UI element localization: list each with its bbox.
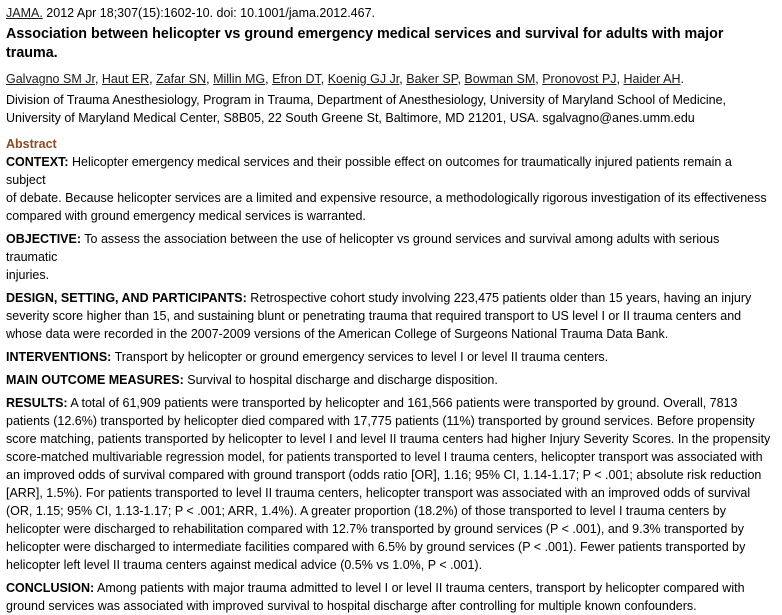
section-text-line: helicopter were discharged to intermediate facilities compared with 6.5% by ground services (P < .001). Fewer patients transported by	[6, 540, 746, 554]
abstract-section	[6, 348, 772, 366]
citation-details: 2012 Apr 18;307(15):1602-10. doi: 10.1001/jama.2012.467.	[42, 6, 376, 20]
author-link[interactable]: Baker SP	[406, 72, 458, 86]
section-text-line: To assess the association between the use of helicopter vs ground services and survival among adults with serious traumatic	[6, 232, 720, 264]
section-text-line: [ARR], 1.5%). For patients transported to level II trauma centers, helicopter transport was associated with an improved odds of survival	[6, 486, 751, 500]
abstract-heading: Abstract	[6, 137, 57, 151]
affiliation-line: Division of Trauma Anesthesiology, Program in Trauma, Department of Anesthesiology, University of Maryland School of Medicine,	[6, 93, 727, 107]
author-link[interactable]: Haider AH	[623, 72, 681, 86]
section-text-line: helicopter were discharged to rehabilitation compared with 12.7% transported by ground services (P < .001), and 9.3% transported by	[6, 522, 745, 536]
article-title: Association between helicopter vs ground emergency medical services and survival for adults with major trauma.	[6, 26, 724, 61]
section-text-line: compared with ground emergency medical services is warranted.	[6, 209, 366, 223]
journal-link[interactable]: JAMA.	[6, 6, 43, 20]
section-text-line: A total of 61,909 patients were transported by helicopter and 161,566 patients were transported by ground. Overall, 7813	[70, 396, 738, 410]
citation	[6, 4, 772, 22]
abstract-section	[6, 289, 772, 343]
author-separator: ,	[149, 72, 157, 86]
section-text-line: Transport by helicopter or ground emergency services to level I or level II trauma centers.	[114, 350, 609, 364]
section-text-line: helicopter left level II trauma centers against medical advice (0.5% vs 1.0%, P < .001).	[6, 558, 483, 572]
section-label: INTERVENTIONS:	[6, 350, 112, 364]
abstract-section	[6, 230, 772, 284]
author-link[interactable]: Galvagno SM Jr	[6, 72, 95, 86]
section-text-line: patients (12.6%) transported by helicopter died compared with 17,775 patients (11%) transported by ground services. Before propensity	[6, 414, 755, 428]
section-text-line: whose data were recorded in the 2007-2009 versions of the American College of Surgeons National Trauma Data Bank.	[6, 327, 669, 341]
section-text-line: score matching, patients transported by helicopter to level I and level II trauma centers had higher Injury Severity Scores. In the propensity	[6, 432, 771, 446]
author-separator: ,	[206, 72, 214, 86]
section-label: CONTEXT:	[6, 155, 69, 169]
abstract-section	[6, 579, 772, 615]
section-text-line: injuries.	[6, 268, 50, 282]
author-separator: ,	[399, 72, 407, 86]
author-link[interactable]: Koenig GJ Jr	[327, 72, 400, 86]
section-label: DESIGN, SETTING, AND PARTICIPANTS:	[6, 291, 247, 305]
abstract-section	[6, 371, 772, 389]
section-text-line: Retrospective cohort study involving 223,475 patients older than 15 years, having an injury	[250, 291, 752, 305]
author-link[interactable]: Haut ER	[101, 72, 150, 86]
section-text-line: (OR, 1.15; 95% CI, 1.13-1.17; P < .001; ARR, 1.4%). A greater proportion (18.2%) of those transported to level I trauma centers by	[6, 504, 726, 518]
section-text-line: Helicopter emergency medical services and their possible effect on outcomes for traumatically injured patients remain a subject	[6, 155, 732, 187]
author-separator: ,	[265, 72, 273, 86]
section-label: CONCLUSION:	[6, 581, 95, 595]
author-separator: ,	[535, 72, 543, 86]
section-text-line: Among patients with major trauma admitted to level I or level II trauma centers, transport by helicopter compared with	[97, 581, 745, 595]
author-separator: ,	[457, 72, 465, 86]
section-text-line: an improved odds of survival compared with ground transport (odds ratio [OR], 1.16; 95% CI, 1.14-1.17; P < .001; absolute risk reduction	[6, 468, 762, 482]
author-separator: ,	[94, 72, 102, 86]
author-separator: ,	[616, 72, 624, 86]
affiliation-line: University of Maryland Medical Center, S8B05, 22 South Greene St, Baltimore, MD 21201, USA. sgalvagno@anes.umm.edu	[6, 111, 695, 125]
author-list	[6, 70, 772, 88]
section-text-line: ground services was associated with improved survival to hospital discharge after controlling for multiple known confounders.	[6, 599, 697, 613]
abstract-section	[6, 153, 772, 225]
section-text-line: of debate. Because helicopter services are a limited and expensive resource, a methodologically rigorous investigation of its effectiveness	[6, 191, 767, 205]
author-link[interactable]: Millin MG	[213, 72, 266, 86]
author-link[interactable]: Efron DT	[272, 72, 321, 86]
section-label: RESULTS:	[6, 396, 68, 410]
section-text-line: Survival to hospital discharge and discharge disposition.	[187, 373, 498, 387]
author-link[interactable]: Pronovost PJ	[542, 72, 617, 86]
section-label: OBJECTIVE:	[6, 232, 82, 246]
abstract-sections	[6, 153, 772, 615]
section-label: MAIN OUTCOME MEASURES:	[6, 373, 184, 387]
section-text-line: score-matched multivariable regression model, for patients transported to level I trauma centers, helicopter transport was associated with	[6, 450, 763, 464]
author-separator: .	[680, 72, 684, 86]
affiliation	[6, 91, 772, 127]
section-text-line: severity score higher than 15, and sustaining blunt or penetrating trauma that required transport to US level I or II trauma centers and	[6, 309, 742, 323]
author-link[interactable]: Bowman SM	[464, 72, 536, 86]
author-link[interactable]: Zafar SN	[156, 72, 207, 86]
abstract-section	[6, 394, 772, 574]
author-separator: ,	[320, 72, 328, 86]
